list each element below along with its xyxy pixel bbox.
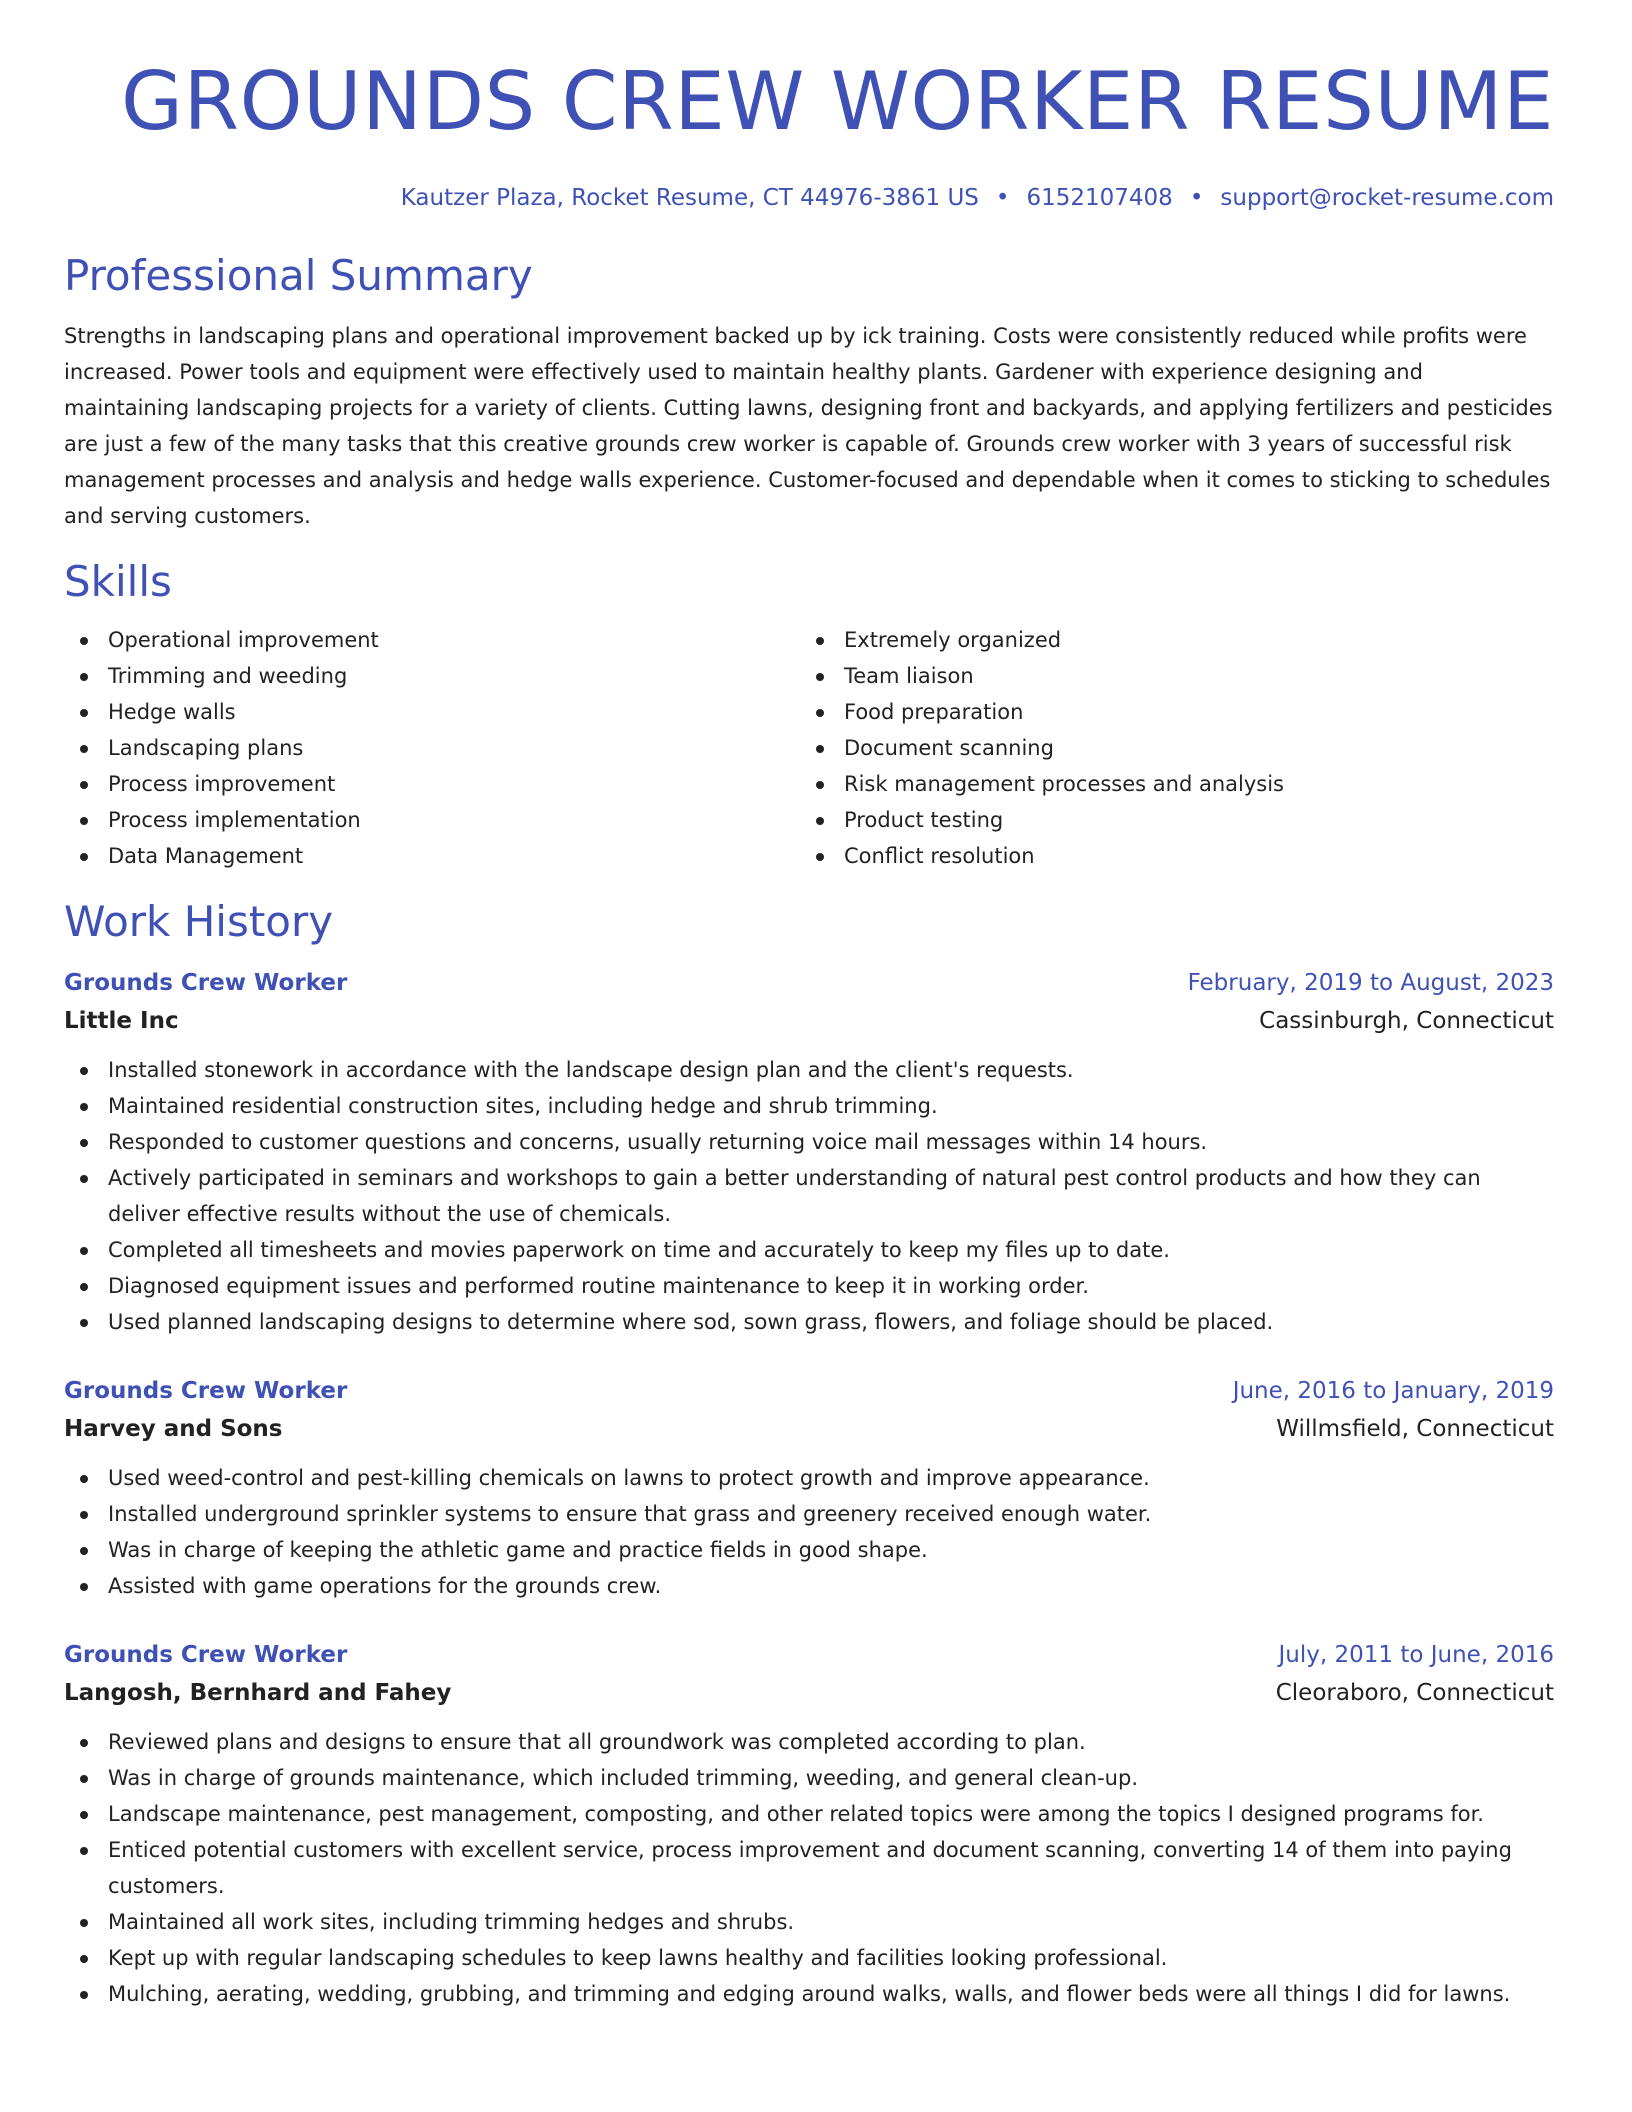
job-bullet: Actively participated in seminars and workshops to gain a better understanding of natural pest control products and how they can deliver effective results without the use of chemicals. bbox=[64, 1160, 1554, 1232]
job-bullet: Installed stonework in accordance with the landscape design plan and the client's requests. bbox=[64, 1052, 1554, 1088]
skill-item: Extremely organized bbox=[800, 622, 1536, 658]
job-bullet: Responded to customer questions and concerns, usually returning voice mail messages within 14 hours. bbox=[64, 1124, 1554, 1160]
job-entry bbox=[64, 1636, 1554, 2012]
resume-page bbox=[64, 0, 1554, 2012]
job-bullet: Maintained all work sites, including trimming hedges and shrubs. bbox=[64, 1904, 1554, 1940]
contact-separator: • bbox=[995, 185, 1010, 211]
skill-item: Hedge walls bbox=[64, 694, 800, 730]
job-title: Grounds Crew Worker bbox=[64, 970, 348, 996]
job-bullets bbox=[64, 1460, 1554, 1604]
skills-list-left bbox=[64, 622, 800, 874]
skill-item: Food preparation bbox=[800, 694, 1536, 730]
contact-separator: • bbox=[1189, 185, 1204, 211]
job-bullet: Installed underground sprinkler systems to ensure that grass and greenery received enough water. bbox=[64, 1496, 1554, 1532]
skill-item: Data Management bbox=[64, 838, 800, 874]
job-bullet: Completed all timesheets and movies paperwork on time and accurately to keep my files up to date. bbox=[64, 1232, 1554, 1268]
job-bullets bbox=[64, 1052, 1554, 1340]
job-title-row bbox=[64, 1636, 1554, 1674]
job-bullet: Was in charge of keeping the athletic game and practice fields in good shape. bbox=[64, 1532, 1554, 1568]
job-bullet: Landscape maintenance, pest management, composting, and other related topics were among the topics I designed programs for. bbox=[64, 1796, 1554, 1832]
summary-text: Strengths in landscaping plans and operational improvement backed up by ick training. Costs were consistently reduced while profits were increased. Power tools and equipment were effectively used to maintain healthy plants. Gardener with experience designing and maintaining landscaping projects for a variety of clients. Cutting lawns, designing front and backyards, and applying fertilizers and pesticides are just a few of the many tasks that this creative grounds crew worker is capable of. Grounds crew worker with 3 years of successful risk management processes and analysis and hedge walls experience. Customer-focused and dependable when it comes to sticking to schedules and serving customers. bbox=[64, 324, 1553, 528]
job-bullets bbox=[64, 1724, 1554, 2012]
skill-item: Landscaping plans bbox=[64, 730, 800, 766]
job-bullet: Was in charge of grounds maintenance, which included trimming, weeding, and general clean-up. bbox=[64, 1760, 1554, 1796]
skill-item: Conflict resolution bbox=[800, 838, 1536, 874]
job-bullet: Maintained residential construction sites, including hedge and shrub trimming. bbox=[64, 1088, 1554, 1124]
skill-item: Product testing bbox=[800, 802, 1536, 838]
job-entry bbox=[64, 1372, 1554, 1604]
job-company: Little Inc bbox=[64, 1008, 179, 1034]
skill-item: Document scanning bbox=[800, 730, 1536, 766]
job-company-row bbox=[64, 1002, 1554, 1040]
job-bullet: Assisted with game operations for the grounds crew. bbox=[64, 1568, 1554, 1604]
job-location: Willmsfield, Connecticut bbox=[1276, 1416, 1554, 1442]
skills-list-right bbox=[800, 622, 1536, 874]
resume-title: GROUNDS CREW WORKER RESUME bbox=[121, 55, 1554, 148]
skill-item: Risk management processes and analysis bbox=[800, 766, 1536, 802]
job-company-row bbox=[64, 1410, 1554, 1448]
job-bullet: Used planned landscaping designs to determine where sod, sown grass, flowers, and foliage should be placed. bbox=[64, 1304, 1554, 1340]
work-history-list bbox=[64, 964, 1554, 2012]
skills-columns bbox=[64, 622, 1554, 874]
job-title: Grounds Crew Worker bbox=[64, 1378, 348, 1404]
job-title-row bbox=[64, 964, 1554, 1002]
skill-item: Team liaison bbox=[800, 658, 1536, 694]
job-location: Cleoraboro, Connecticut bbox=[1275, 1680, 1554, 1706]
skills-heading: Skills bbox=[64, 557, 172, 606]
contact-email[interactable]: support@rocket-resume.com bbox=[1220, 185, 1554, 211]
contact-line bbox=[64, 182, 1554, 214]
job-bullet: Diagnosed equipment issues and performed routine maintenance to keep it in working order. bbox=[64, 1268, 1554, 1304]
job-company: Harvey and Sons bbox=[64, 1416, 283, 1442]
job-company: Langosh, Bernhard and Fahey bbox=[64, 1680, 452, 1706]
contact-phone: 6152107408 bbox=[1026, 185, 1173, 211]
skill-item: Trimming and weeding bbox=[64, 658, 800, 694]
skill-item: Process improvement bbox=[64, 766, 800, 802]
job-bullet: Mulching, aerating, wedding, grubbing, and trimming and edging around walks, walls, and flower beds were all things I did for lawns. bbox=[64, 1976, 1554, 2012]
job-bullet: Used weed-control and pest-killing chemicals on lawns to protect growth and improve appearance. bbox=[64, 1460, 1554, 1496]
job-bullet: Enticed potential customers with excellent service, process improvement and document scanning, converting 14 of them into paying customers. bbox=[64, 1832, 1554, 1904]
job-dates: February, 2019 to August, 2023 bbox=[1187, 970, 1554, 996]
job-location: Cassinburgh, Connecticut bbox=[1259, 1008, 1554, 1034]
summary-heading: Professional Summary bbox=[64, 251, 533, 300]
job-dates: June, 2016 to January, 2019 bbox=[1232, 1378, 1554, 1404]
job-title: Grounds Crew Worker bbox=[64, 1642, 348, 1668]
job-company-row bbox=[64, 1674, 1554, 1712]
job-dates: July, 2011 to June, 2016 bbox=[1278, 1642, 1554, 1668]
skill-item: Operational improvement bbox=[64, 622, 800, 658]
job-title-row bbox=[64, 1372, 1554, 1410]
job-bullet: Reviewed plans and designs to ensure that all groundwork was completed according to plan. bbox=[64, 1724, 1554, 1760]
job-bullet: Kept up with regular landscaping schedules to keep lawns healthy and facilities looking professional. bbox=[64, 1940, 1554, 1976]
skill-item: Process implementation bbox=[64, 802, 800, 838]
contact-address: Kautzer Plaza, Rocket Resume, CT 44976-3861 US bbox=[400, 185, 979, 211]
work-history-heading: Work History bbox=[64, 897, 334, 946]
job-entry bbox=[64, 964, 1554, 1340]
